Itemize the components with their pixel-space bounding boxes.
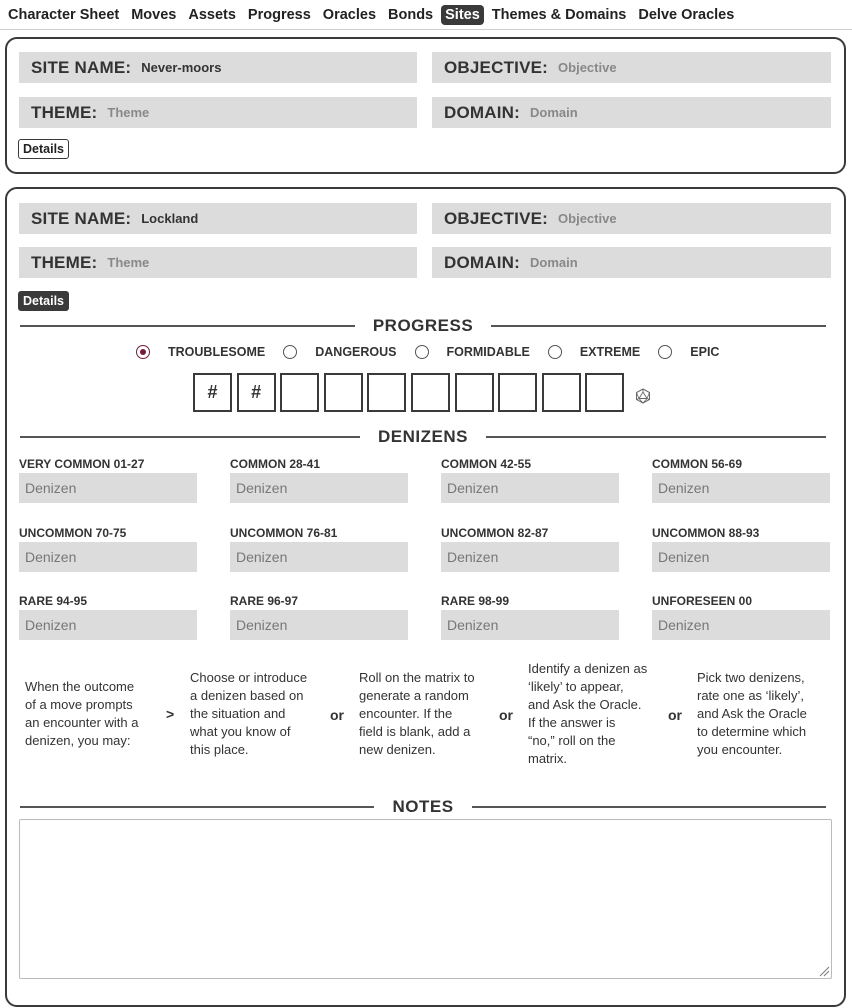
objective-field[interactable] [432,52,831,83]
instr-line: new denizen. [359,742,436,757]
instr-line: Choose or introduce [190,670,308,685]
denizen-label: COMMON 28-41 [230,457,321,471]
instr-line: this place. [190,742,249,757]
notes-textarea[interactable] [19,819,832,979]
rank-option[interactable] [283,345,396,359]
instr-line: When the outcome [25,679,135,694]
divider [491,325,826,327]
objective-placeholder[interactable]: Objective [558,60,617,75]
denizen-input[interactable] [19,610,197,640]
encounter-option [697,669,837,759]
rank-option[interactable] [415,345,530,359]
instr-line: Roll on the matrix to [359,670,475,685]
denizen-label: RARE 96-97 [230,594,299,608]
progress-box[interactable]: # [237,373,276,412]
denizen-input[interactable] [441,473,619,503]
tab-sites[interactable]: Sites [441,5,484,25]
instr-line: of a move prompts [25,697,133,712]
resize-handle-icon[interactable] [819,966,830,977]
progress-title: PROGRESS [372,316,474,335]
progress-box[interactable] [542,373,581,412]
or-separator: or [330,707,344,723]
denizen-label: UNCOMMON 70-75 [19,526,127,540]
instr-line: an encounter with a [25,715,139,730]
denizen-label: RARE 94-95 [19,594,88,608]
rank-selector [136,345,737,359]
instr-line: “no,” roll on the [528,733,616,748]
instr-line: rate one as ‘likely’, [697,688,804,703]
progress-box[interactable] [367,373,406,412]
progress-track [193,373,629,412]
instr-line: denizen, you may: [25,733,131,748]
instr-line: and Ask the Oracle. [528,697,642,712]
top-nav [0,0,852,30]
instr-line: encounter. If the [359,706,453,721]
details-button[interactable]: Details [18,291,69,311]
denizen-input[interactable] [652,473,830,503]
instr-line: you encounter. [697,742,783,757]
dice-icon[interactable] [635,388,651,404]
denizen-label: UNCOMMON 88-93 [652,526,760,540]
denizen-label: COMMON 56-69 [652,457,743,471]
theme-label: THEME: [31,102,98,122]
site-name-field[interactable] [19,52,417,83]
progress-box[interactable] [585,373,624,412]
divider [20,806,374,808]
progress-box[interactable] [498,373,537,412]
denizens-title: DENIZENS [378,427,468,446]
denizen-input[interactable] [230,542,408,572]
tab-themes-domains[interactable]: Themes & Domains [491,6,627,23]
denizen-input[interactable] [19,473,197,503]
tab-delve-oracles[interactable]: Delve Oracles [638,6,735,23]
denizen-input[interactable] [441,610,619,640]
denizen-label: UNCOMMON 82-87 [441,526,549,540]
rank-radio-troublesome[interactable] [136,345,150,359]
rank-radio-extreme[interactable] [548,345,562,359]
domain-placeholder[interactable]: Domain [530,105,578,120]
site-name-label: SITE NAME: [31,57,132,77]
instr-line: If the answer is [528,715,616,730]
domain-label: DOMAIN: [444,102,520,122]
tab-moves[interactable]: Moves [131,6,177,23]
denizen-label: COMMON 42-55 [441,457,532,471]
rank-label: EPIC [690,345,720,359]
rank-option[interactable] [658,345,719,359]
rank-radio-formidable[interactable] [415,345,429,359]
denizen-input[interactable] [19,542,197,572]
instr-line: Pick two denizens, [697,670,805,685]
instr-line: field is blank, add a [359,724,471,739]
rank-radio-epic[interactable] [658,345,672,359]
instr-line: matrix. [528,751,567,766]
or-separator: or [668,707,682,723]
arrow-separator: > [166,706,175,722]
theme-field[interactable] [19,247,417,278]
denizen-input[interactable] [441,542,619,572]
theme-field[interactable] [19,97,417,128]
encounter-intro [25,678,155,750]
site-name-label: SITE NAME: [31,208,132,228]
theme-placeholder[interactable]: Theme [107,105,150,120]
notes-title: NOTES [392,797,454,816]
progress-box[interactable] [280,373,319,412]
denizen-input[interactable] [230,610,408,640]
tab-assets[interactable]: Assets [188,6,236,23]
progress-header [20,316,826,336]
divider [20,325,355,327]
rank-label: FORMIDABLE [446,345,530,359]
domain-label: DOMAIN: [444,252,520,272]
instr-line: generate a random [359,688,469,703]
encounter-option [190,669,320,759]
progress-box[interactable] [455,373,494,412]
divider [486,436,826,438]
objective-field[interactable] [432,203,831,234]
rank-label: EXTREME [579,345,641,359]
divider [20,436,360,438]
or-separator: or [499,707,513,723]
instr-line: what you know of [190,724,291,739]
notes-header [20,797,826,817]
domain-field[interactable] [432,247,831,278]
rank-option[interactable] [548,345,640,359]
denizen-label: RARE 98-99 [441,594,510,608]
rank-radio-dangerous[interactable] [283,345,297,359]
instr-line: a denizen based on [190,688,304,703]
instr-line: and Ask the Oracle [697,706,807,721]
site-name-value[interactable]: Lockland [141,211,199,226]
objective-label: OBJECTIVE: [444,57,549,77]
tab-oracles[interactable]: Oracles [322,6,377,23]
theme-placeholder[interactable]: Theme [107,255,150,270]
objective-label: OBJECTIVE: [444,208,549,228]
domain-field[interactable] [432,97,831,128]
divider [472,806,826,808]
objective-placeholder[interactable]: Objective [558,211,617,226]
instr-line: Identify a denizen as [528,661,648,676]
progress-box[interactable] [411,373,450,412]
denizen-label: UNFORESEEN 00 [652,594,753,608]
tab-bonds[interactable]: Bonds [388,6,434,23]
denizen-input[interactable] [652,542,830,572]
progress-box[interactable] [324,373,363,412]
denizens-header [20,427,826,447]
details-button[interactable]: Details [18,139,69,159]
site-panel [5,37,846,174]
domain-placeholder[interactable]: Domain [530,255,578,270]
theme-label: THEME: [31,252,98,272]
rank-label: DANGEROUS [315,345,397,359]
progress-box[interactable]: # [193,373,232,412]
denizen-input[interactable] [652,610,830,640]
tab-progress[interactable]: Progress [247,6,311,23]
encounter-option [359,669,499,759]
site-name-value[interactable]: Never-moors [141,60,222,75]
instr-line: ‘likely’ to appear, [528,679,624,694]
rank-option[interactable] [136,345,265,359]
instr-line: the situation and [190,706,286,721]
site-name-field[interactable] [19,203,417,234]
tab-character-sheet[interactable]: Character Sheet [8,6,120,23]
denizen-input[interactable] [230,473,408,503]
denizen-label: UNCOMMON 76-81 [230,526,338,540]
rank-label: TROUBLESOME [168,345,266,359]
denizen-label: VERY COMMON 01-27 [19,457,145,471]
instr-line: to determine which [697,724,807,739]
encounter-option [528,660,668,768]
